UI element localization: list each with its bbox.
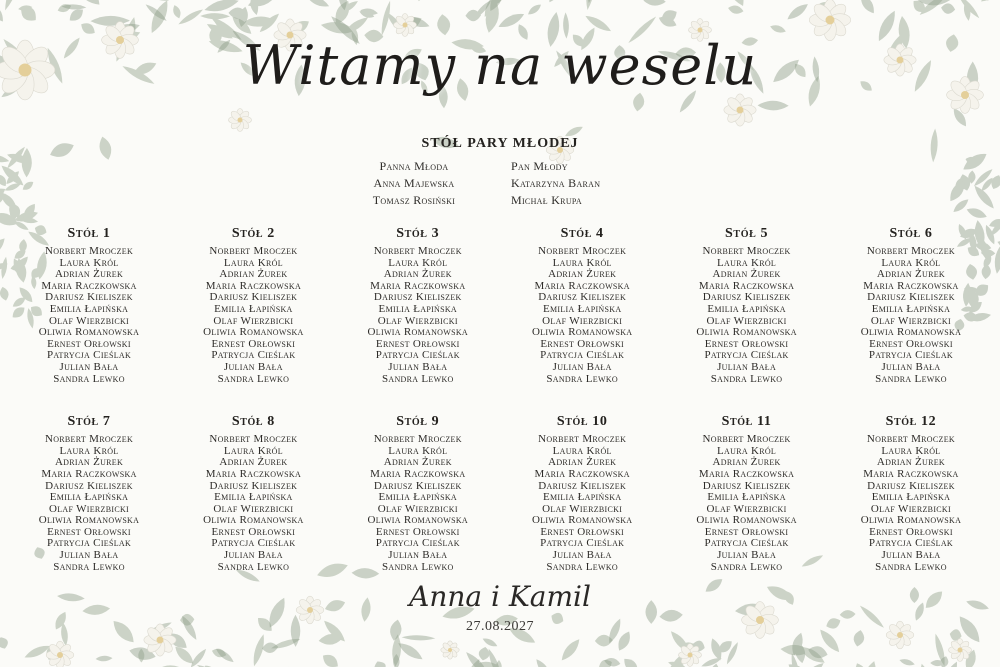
guest-name: Laura Król xyxy=(552,444,612,457)
guest-name: Ernest Orłowski xyxy=(211,525,296,538)
table-name: Stół 4 xyxy=(560,226,604,241)
guest-name: Olaf Wierzbicki xyxy=(706,502,787,515)
guest-name: Maria Raczkowska xyxy=(370,279,466,292)
table-name: Stół 7 xyxy=(67,414,111,430)
guest-name: Emilia Łapińska xyxy=(49,491,129,504)
guest-name: Julian Bała xyxy=(388,360,448,373)
leaf-shape xyxy=(481,636,498,648)
table-name: Stół 5 xyxy=(725,226,769,241)
leaf-shape xyxy=(171,4,182,20)
guest-name: Patrycja Cieślak xyxy=(540,349,625,362)
leaf-shape xyxy=(48,139,76,160)
leaf-shape xyxy=(0,1,6,24)
guest-name: Patrycja Cieślak xyxy=(46,537,132,550)
guest-name: Norbert Mroczek xyxy=(866,245,955,257)
guest-name: Patrycja Cieślak xyxy=(540,537,625,550)
guest-name: Patrycja Cieślak xyxy=(211,537,296,550)
table-name: Stół 3 xyxy=(396,226,440,241)
guest-name: Patrycja Cieślak xyxy=(375,349,460,362)
guest-name: Olaf Wierzbicki xyxy=(542,502,623,515)
head-table-guest: Tomasz Rosiński xyxy=(372,193,456,207)
guest-name: Olaf Wierzbicki xyxy=(377,314,458,327)
leaf-shape xyxy=(643,0,666,6)
leaf-shape xyxy=(22,148,32,178)
guest-name: Dariusz Kieliszek xyxy=(538,479,627,492)
guest-name: Emilia Łapińska xyxy=(707,302,786,315)
guest-name: Sandra Lewko xyxy=(710,560,783,573)
guest-name: Adrian Żurek xyxy=(219,456,288,469)
guest-name: Julian Bała xyxy=(881,549,941,562)
leaf-shape xyxy=(993,244,1000,275)
leaf-shape xyxy=(758,101,789,111)
leaf-shape xyxy=(526,2,543,17)
guest-name: Adrian Żurek xyxy=(876,268,946,281)
guest-name: Sandra Lewko xyxy=(875,560,947,573)
guest-name: Dariusz Kieliszek xyxy=(867,291,955,304)
leaf-shape xyxy=(305,0,331,10)
leaf-shape xyxy=(978,0,1000,6)
guest-name: Oliwia Romanowska xyxy=(203,514,304,527)
leaf-shape xyxy=(372,659,388,667)
guest-name: Sandra Lewko xyxy=(217,372,290,385)
leaf-shape xyxy=(95,655,112,661)
guest-name: Maria Raczkowska xyxy=(534,467,630,480)
flower-shape xyxy=(441,641,459,659)
leaf-shape xyxy=(534,657,554,667)
table-grid xyxy=(10,226,990,573)
guest-name: Oliwia Romanowska xyxy=(696,326,797,339)
guest-name: Patrycja Cieślak xyxy=(211,349,296,362)
leaf-shape xyxy=(727,4,744,15)
guest-name: Norbert Mroczek xyxy=(209,245,298,257)
leaf-shape xyxy=(940,2,956,14)
head-table-guest: Katarzyna Baran xyxy=(511,176,601,190)
guest-name: Maria Raczkowska xyxy=(534,279,630,292)
leaf-shape xyxy=(196,662,225,667)
guest-name: Olaf Wierzbicki xyxy=(377,502,458,515)
guest-name: Julian Bała xyxy=(223,360,283,373)
flower-shape xyxy=(679,644,702,667)
guest-name: Emilia Łapińska xyxy=(871,302,951,315)
guest-name: Patrycja Cieślak xyxy=(868,349,954,362)
guest-name: Emilia Łapińska xyxy=(214,491,293,504)
guest-name: Julian Bała xyxy=(59,549,119,562)
leaf-shape xyxy=(320,651,341,667)
leaf-shape xyxy=(621,655,641,667)
head-table-guest: Pan Młody xyxy=(511,159,568,173)
guest-name: Emilia Łapińska xyxy=(707,491,786,504)
guest-name: Maria Raczkowska xyxy=(205,467,302,480)
guest-name: Oliwia Romanowska xyxy=(38,514,140,527)
guest-name: Ernest Orłowski xyxy=(540,525,625,538)
guest-name: Dariusz Kieliszek xyxy=(209,291,298,304)
guest-name: Sandra Lewko xyxy=(710,372,783,385)
head-table-label: STÓŁ PARY MŁODEJ xyxy=(421,136,579,151)
guest-name: Sandra Lewko xyxy=(546,560,618,573)
guest-name: Patrycja Cieślak xyxy=(375,537,460,550)
guest-name: Dariusz Kieliszek xyxy=(373,479,462,492)
guest-name: Ernest Orłowski xyxy=(704,525,789,538)
guest-name: Dariusz Kieliszek xyxy=(702,291,791,304)
head-table-left-column xyxy=(339,158,489,209)
guest-name: Maria Raczkowska xyxy=(698,467,795,480)
guest-name: Olaf Wierzbicki xyxy=(870,502,951,515)
guest-name: Ernest Orłowski xyxy=(540,337,625,350)
head-table xyxy=(330,136,670,209)
wedding-date: 27.08.2027 xyxy=(466,619,534,634)
table-card xyxy=(503,226,661,385)
guest-name: Norbert Mroczek xyxy=(44,433,134,446)
guest-name: Ernest Orłowski xyxy=(869,337,953,350)
guest-name: Olaf Wierzbicki xyxy=(870,314,951,327)
guest-name: Olaf Wierzbicki xyxy=(213,502,294,515)
guest-name: Norbert Mroczek xyxy=(373,245,462,257)
guest-name: Dariusz Kieliszek xyxy=(45,291,133,304)
guest-name: Oliwia Romanowska xyxy=(860,326,962,339)
leaf-shape xyxy=(0,236,8,259)
leaf-shape xyxy=(558,636,582,663)
table-name: Stół 10 xyxy=(556,414,608,430)
guest-name: Maria Raczkowska xyxy=(205,279,302,292)
guest-name: Julian Bała xyxy=(717,549,777,562)
guest-name: Julian Bała xyxy=(552,549,612,562)
guest-name: Emilia Łapińska xyxy=(378,302,458,315)
leaf-shape xyxy=(413,0,439,4)
guest-name: Adrian Żurek xyxy=(876,456,946,469)
guest-name: Adrian Żurek xyxy=(548,268,617,281)
guest-name: Adrian Żurek xyxy=(383,456,452,469)
guest-name: Julian Bała xyxy=(717,360,777,373)
flower-shape xyxy=(229,109,252,132)
guest-name: Adrian Żurek xyxy=(712,456,781,469)
leaf-shape xyxy=(436,13,452,36)
leaf-shape xyxy=(583,13,613,35)
guest-name: Maria Raczkowska xyxy=(370,467,466,480)
guest-name: Sandra Lewko xyxy=(875,372,947,385)
guest-name: Norbert Mroczek xyxy=(702,245,791,257)
guest-name: Dariusz Kieliszek xyxy=(538,291,627,304)
guest-name: Laura Król xyxy=(881,444,941,457)
guest-name: Emilia Łapińska xyxy=(542,302,622,315)
leaf-shape xyxy=(852,661,869,667)
head-table-right-column xyxy=(511,158,661,209)
guest-name: Oliwia Romanowska xyxy=(860,514,962,527)
guest-name: Ernest Orłowski xyxy=(47,337,131,350)
leaf-shape xyxy=(965,206,988,221)
table-card xyxy=(503,414,661,573)
guest-name: Dariusz Kieliszek xyxy=(373,291,462,304)
guest-name: Sandra Lewko xyxy=(381,560,454,573)
table-card xyxy=(668,414,826,573)
guest-name: Oliwia Romanowska xyxy=(531,326,633,339)
guest-name: Oliwia Romanowska xyxy=(367,326,468,339)
guest-name: Norbert Mroczek xyxy=(44,245,134,257)
guest-name: Olaf Wierzbicki xyxy=(48,502,130,515)
guest-name: Norbert Mroczek xyxy=(373,433,462,446)
leaf-shape xyxy=(785,1,810,23)
leaf-shape xyxy=(584,0,597,11)
guest-name: Ernest Orłowski xyxy=(869,525,953,538)
guest-name: Emilia Łapińska xyxy=(542,491,622,504)
leaf-shape xyxy=(0,635,10,650)
table-card xyxy=(10,414,168,573)
leaf-shape xyxy=(2,0,23,12)
guest-name: Laura Król xyxy=(59,256,119,269)
guest-name: Oliwia Romanowska xyxy=(696,514,797,527)
guest-name: Julian Bała xyxy=(881,360,941,373)
guest-name: Dariusz Kieliszek xyxy=(209,479,298,492)
leaf-shape xyxy=(142,0,172,5)
table-card xyxy=(10,226,168,385)
guest-name: Adrian Żurek xyxy=(383,268,452,281)
table-name: Stół 11 xyxy=(721,414,772,430)
table-name: Stół 2 xyxy=(231,226,275,241)
guest-name: Adrian Żurek xyxy=(54,268,124,281)
guest-name: Norbert Mroczek xyxy=(538,245,627,257)
guest-name: Maria Raczkowska xyxy=(41,279,137,292)
table-name: Stół 1 xyxy=(67,226,111,241)
guest-name: Adrian Żurek xyxy=(54,456,124,469)
guest-name: Dariusz Kieliszek xyxy=(867,479,955,492)
leaf-shape xyxy=(786,661,810,667)
guest-name: Laura Król xyxy=(388,444,448,457)
guest-name: Oliwia Romanowska xyxy=(38,326,140,339)
leaf-shape xyxy=(899,657,916,667)
table-name: Stół 6 xyxy=(889,226,933,241)
flower-shape xyxy=(724,94,756,126)
guest-name: Sandra Lewko xyxy=(217,560,290,573)
guest-name: Oliwia Romanowska xyxy=(367,514,468,527)
guest-name: Norbert Mroczek xyxy=(866,433,955,446)
leaf-shape xyxy=(200,13,230,19)
head-table-guest: Michał Krupa xyxy=(511,193,582,207)
guest-name: Patrycja Cieślak xyxy=(868,537,954,550)
guest-name: Laura Król xyxy=(223,444,283,457)
guest-name: Norbert Mroczek xyxy=(702,433,791,446)
leaf-shape xyxy=(21,179,35,192)
guest-name: Patrycja Cieślak xyxy=(704,349,789,362)
guest-name: Dariusz Kieliszek xyxy=(702,479,791,492)
guest-name: Norbert Mroczek xyxy=(538,433,627,446)
guest-name: Laura Król xyxy=(59,444,119,457)
leaf-shape xyxy=(930,128,939,162)
leaf-shape xyxy=(769,23,787,34)
table-row xyxy=(10,226,990,385)
guest-name: Julian Bała xyxy=(223,549,283,562)
guest-name: Oliwia Romanowska xyxy=(531,514,633,527)
table-card xyxy=(832,414,990,573)
guest-name: Maria Raczkowska xyxy=(698,279,795,292)
guest-name: Sandra Lewko xyxy=(53,372,125,385)
flower-shape xyxy=(46,641,74,667)
leaf-shape xyxy=(0,286,10,302)
table-card xyxy=(174,226,332,385)
guest-name: Olaf Wierzbicki xyxy=(542,314,623,327)
guest-name: Patrycja Cieślak xyxy=(46,349,132,362)
guest-name: Sandra Lewko xyxy=(546,372,618,385)
guest-name: Emilia Łapińska xyxy=(378,491,458,504)
leaf-shape xyxy=(188,647,208,667)
guest-name: Adrian Żurek xyxy=(219,268,288,281)
table-card xyxy=(174,414,332,573)
guest-name: Ernest Orłowski xyxy=(375,525,460,538)
guest-name: Olaf Wierzbicki xyxy=(48,314,130,327)
leaf-shape xyxy=(261,642,278,654)
guest-name: Norbert Mroczek xyxy=(209,433,298,446)
guest-name: Julian Bała xyxy=(59,360,119,373)
guest-name: Olaf Wierzbicki xyxy=(213,314,294,327)
guest-name: Sandra Lewko xyxy=(53,560,125,573)
head-table-guest: Anna Majewska xyxy=(373,176,455,190)
guest-name: Ernest Orłowski xyxy=(47,525,131,538)
guest-name: Adrian Żurek xyxy=(712,268,781,281)
guest-name: Emilia Łapińska xyxy=(871,491,951,504)
leaf-shape xyxy=(857,0,877,16)
guest-name: Maria Raczkowska xyxy=(863,467,959,480)
table-name: Stół 12 xyxy=(885,414,937,430)
guest-name: Laura Król xyxy=(552,256,612,269)
leaf-shape xyxy=(402,635,436,641)
table-name: Stół 8 xyxy=(231,414,275,430)
guest-name: Laura Król xyxy=(881,256,941,269)
table-row xyxy=(10,414,990,573)
guest-name: Laura Król xyxy=(717,444,777,457)
guest-name: Olaf Wierzbicki xyxy=(706,314,787,327)
guest-name: Maria Raczkowska xyxy=(41,467,137,480)
leaf-shape xyxy=(859,659,879,667)
head-table-guest: Panna Młoda xyxy=(379,159,449,173)
guest-name: Laura Król xyxy=(717,256,777,269)
guest-name: Dariusz Kieliszek xyxy=(45,479,133,492)
guest-name: Julian Bała xyxy=(388,549,448,562)
guest-name: Oliwia Romanowska xyxy=(203,326,304,339)
guest-name: Maria Raczkowska xyxy=(863,279,959,292)
guest-name: Adrian Żurek xyxy=(548,456,617,469)
guest-name: Ernest Orłowski xyxy=(375,337,460,350)
table-name: Stół 9 xyxy=(396,414,440,430)
leaf-shape xyxy=(545,0,571,5)
guest-name: Ernest Orłowski xyxy=(211,337,296,350)
guest-name: Laura Król xyxy=(223,256,283,269)
table-card xyxy=(339,226,497,385)
leaf-shape xyxy=(97,135,114,161)
guest-name: Ernest Orłowski xyxy=(704,337,789,350)
page-title: Witamy na weselu xyxy=(242,34,758,97)
table-card xyxy=(339,414,497,573)
guest-name: Emilia Łapińska xyxy=(214,302,293,315)
guest-name: Emilia Łapińska xyxy=(49,302,129,315)
couple-names: Anna i Kamil xyxy=(409,580,591,613)
table-card xyxy=(668,226,826,385)
guest-name: Patrycja Cieślak xyxy=(704,537,789,550)
guest-name: Julian Bała xyxy=(552,360,612,373)
guest-name: Sandra Lewko xyxy=(381,372,454,385)
leaf-shape xyxy=(177,7,205,27)
flower-shape xyxy=(949,639,972,662)
leaf-shape xyxy=(478,646,491,661)
guest-name: Laura Król xyxy=(388,256,448,269)
table-card xyxy=(832,226,990,385)
